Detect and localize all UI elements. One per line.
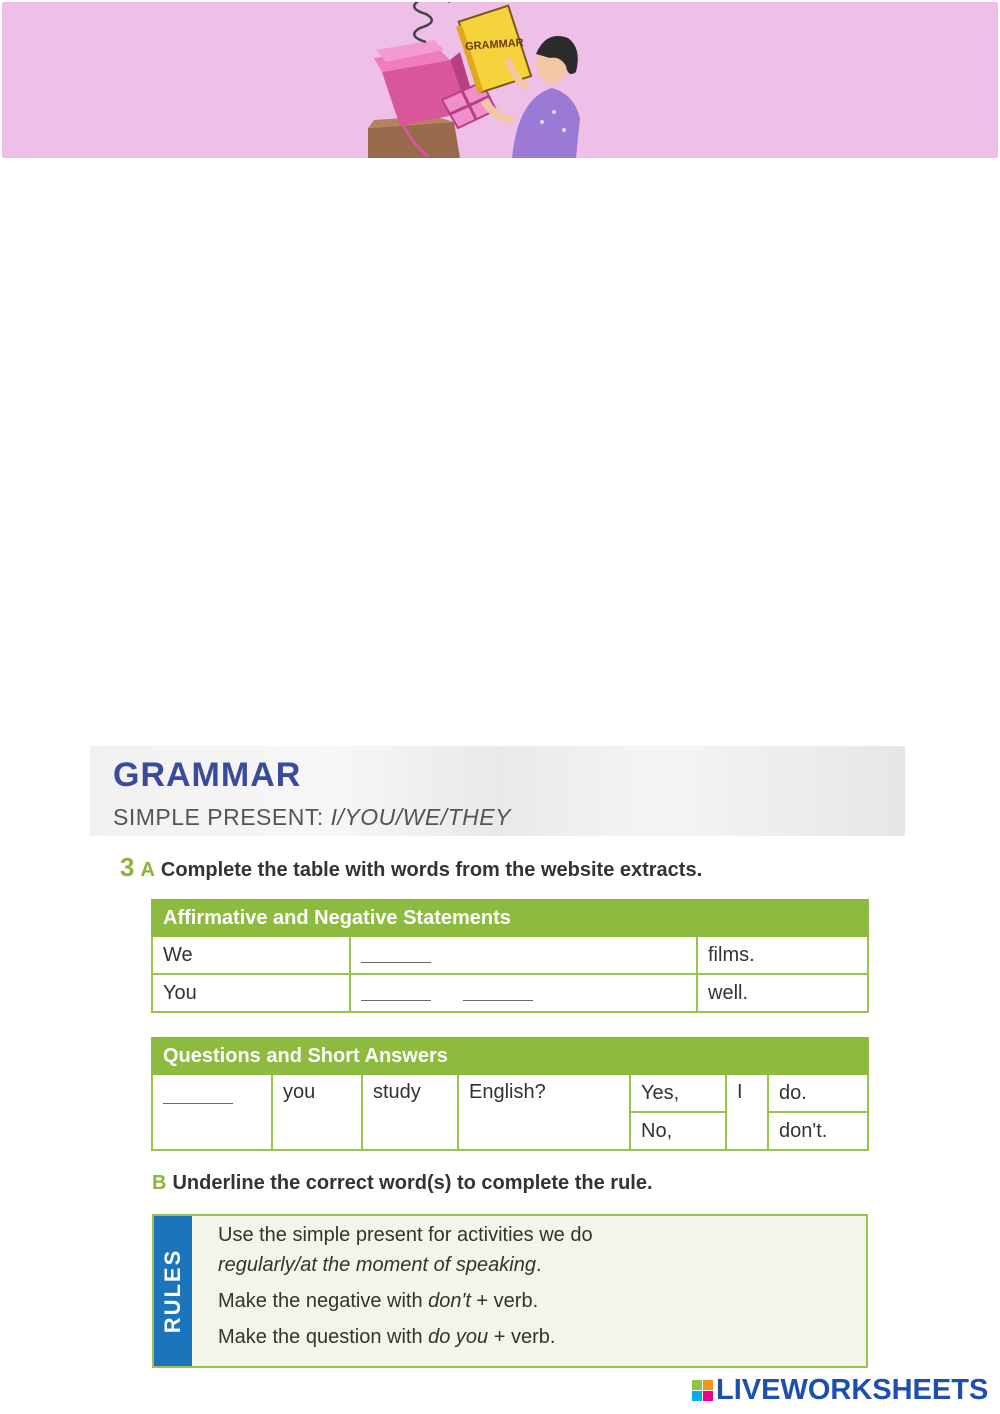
rule-line-3-suffix: + verb. [470, 1290, 539, 1312]
blank-input[interactable] [163, 1089, 233, 1104]
dont-cell: don't. [768, 1112, 868, 1150]
part-b-letter: B [152, 1172, 167, 1194]
rule-line-3-italic: don't [428, 1290, 471, 1312]
question-word-cell [152, 1074, 272, 1150]
rule-line-4-prefix: Make the question with [218, 1326, 429, 1348]
rule-choice-options[interactable]: regularly/at the moment of speaking [218, 1254, 536, 1276]
rule-line-2 [218, 1254, 542, 1277]
rules-box [152, 1214, 868, 1368]
statements-table-header: Affirmative and Negative Statements [152, 900, 868, 936]
ending-cell: films. [697, 936, 868, 974]
subject-cell: You [152, 974, 350, 1012]
rule-line-2-end: . [535, 1254, 542, 1276]
statements-table [151, 899, 869, 1013]
answer-pronoun-cell: I [726, 1074, 768, 1150]
answer-cell [350, 974, 697, 1012]
rule-line-1: Use the simple present for activities we do [218, 1224, 593, 1246]
exercise-3a-instruction [120, 852, 702, 883]
subtitle-pronouns: I/YOU/WE/THEY [330, 804, 511, 830]
header-banner [2, 2, 998, 158]
subtitle-prefix: SIMPLE PRESENT: [113, 804, 331, 830]
answer-cell [350, 936, 697, 974]
ending-cell: well. [697, 974, 868, 1012]
part-b-text: Underline the correct word(s) to complete the rule. [172, 1172, 653, 1194]
no-cell: No, [630, 1112, 726, 1150]
rule-line-3-prefix: Make the negative with [218, 1290, 429, 1312]
table-row [152, 974, 868, 1012]
rule-line-4 [218, 1326, 555, 1349]
book-label: GRAMMAR [464, 36, 525, 53]
verb-cell: study [362, 1074, 458, 1150]
rule-line-3 [218, 1290, 538, 1313]
blank-input[interactable] [361, 948, 431, 963]
part-a-text: Complete the table with words from the website extracts. [160, 859, 703, 881]
rules-tab [154, 1216, 192, 1366]
table-row [152, 1074, 868, 1112]
exercise-number: 3 [120, 852, 135, 882]
part-a-letter: A [140, 859, 155, 881]
pronoun-you-cell: you [272, 1074, 362, 1150]
logo-grid-icon [692, 1380, 714, 1402]
logo-text: LIVEWORKSHEETS [716, 1374, 989, 1406]
object-cell: English? [458, 1074, 630, 1150]
table-row [152, 936, 868, 974]
grammar-subtitle [113, 804, 511, 831]
rules-tab-label: RULES [160, 1248, 185, 1334]
questions-table [151, 1037, 869, 1151]
questions-table-header: Questions and Short Answers [152, 1038, 868, 1074]
grammar-title: GRAMMAR [113, 756, 302, 794]
do-cell: do. [768, 1074, 868, 1112]
rule-line-4-suffix: + verb. [488, 1326, 556, 1348]
rule-line-4-italic: do you [428, 1326, 489, 1348]
blank-input[interactable] [361, 986, 431, 1001]
yes-cell: Yes, [630, 1074, 726, 1112]
blank-input[interactable] [463, 986, 533, 1001]
subject-cell: We [152, 936, 350, 974]
grammar-gift-illustration [364, 2, 604, 158]
exercise-3b-instruction [152, 1172, 653, 1195]
